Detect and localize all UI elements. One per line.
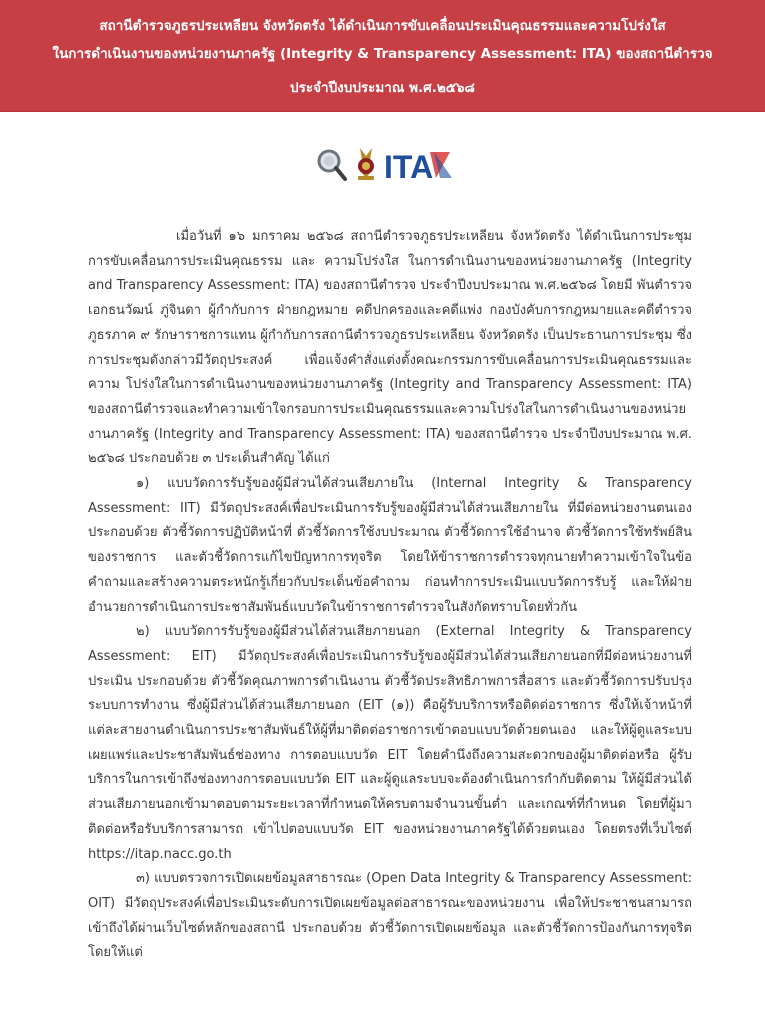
header-line-1: สถานีตำรวจภูธรประเหลียน จังหวัดตรัง ได้ดำเนินการขับเคลื่อนประเมินคุณธรรมและความโปร่งใส bbox=[99, 18, 666, 34]
magnifier-icon bbox=[319, 151, 345, 179]
header-line-2: ในการดำเนินงานของหน่วยงานภาครัฐ (Integrity & Transparency Assessment: ITA) ของสถานีตำรวจ bbox=[52, 46, 713, 62]
police-emblem-icon bbox=[358, 148, 374, 180]
ita-logo-text: ITA bbox=[384, 149, 434, 185]
ita-logo bbox=[384, 149, 452, 185]
paragraph-intro: เมื่อวันที่ ๑๖ มกราคม ๒๕๖๘ สถานีตำรวจภูธรประเหลียน จังหวัดตรัง ได้ดำเนินการประชุมการขับเคลื่อนการประเมินคุณธรรม และ ความโปร่งใส ในการดำเนินงานของหน่วยงานภาครัฐ (Integrity and Transparency Assessment: ITA) ของสถานีตำรวจ ประจำปีงบประมาณ พ.ศ.๒๕๖๘ โดยมี พันตำรวจเอกธนวัฒน์ ภู่จินดา ผู้กำกับการ ฝ่ายกฎหมาย คดีปกครองและคดีแพ่ง กองบังคับการกฎหมายและคดีตำรวจภูธรภาค ๙ รักษาราชการแทน ผู้กำกับการสถานีตำรวจภูธรประเหลียน จังหวัดตรัง เป็นประธานการประชุม ซึ่งการประชุมดังกล่าวมีวัตถุประสงค์ เพื่อแจ้งคำสั่งแต่งตั้งคณะกรรมการขับเคลื่อนการประเมินคุณธรรมและความ โปร่งใสในการดำเนินงานของหน่วยงานภาครัฐ (Integrity and Transparency Assessment: ITA) ของสถานีตำรวจและทำความเข้าใจกรอบการประเมินคุณธรรมและความโปร่งใสในการดำเนินงานของหน่วยงานภาครัฐ (Integrity and Transparency Assessment: ITA) ของสถานีตำรวจ ประจำปีงบประมาณ พ.ศ. ๒๕๖๘ ประกอบด้วย ๓ ประเด็นสำคัญ ได้แก่ bbox=[88, 229, 692, 467]
paragraph-eit: ๒) แบบวัดการรับรู้ของผู้มีส่วนได้ส่วนเสียภายนอก (External Integrity & Transparency Assessment: EIT) มีวัตถุประสงค์เพื่อประเมินการรับรู้ของผู้มีส่วนได้ส่วนเสียภายนอกที่มีต่อหน่วยงานที่ประเมิน ประกอบด้วย ตัวชี้วัดคุณภาพการดำเนินงาน ตัวชี้วัดประสิทธิภาพการสื่อสาร และตัวชี้วัดการปรับปรุงระบบการทำงาน ซึ่งผู้มีส่วนได้ส่วนเสียภายนอก (EIT (๑)) คือผู้รับบริการหรือติดต่อราชการ ซึ่งให้เจ้าหน้าที่แต่ละสายงานดำเนินการประชาสัมพันธ์ให้ผู้ที่มาติดต่อราชการเข้าตอบแบบวัดด้วยตนเอง และให้ผู้ดูแลระบบเผยแพร่และประชาสัมพันธ์ช่องทาง การตอบแบบวัด EIT โดยคำนึงถึงความสะดวกของผู้มาติดต่อหรือ ผู้รับบริการในการเข้าถึงช่องทางการตอบแบบวัด EIT และผู้ดูแลระบบจะต้องดำเนินการกำกับติดตาม ให้ผู้มีส่วนได้ส่วนเสียภายนอกเข้ามาตอบตามระยะเวลาที่กำหนดให้ครบตามจำนวนขั้นต่ำ และเกณฑ์ที่กำหนด โดยที่ผู้มาติดต่อหรือรับบริการสามารถ เข้าไปตอบแบบวัด EIT ของหน่วยงานภาครัฐได้ด้วยตนเอง โดยตรงที่เว็บไซต์ https://itap.nacc.go.th bbox=[88, 624, 692, 862]
announcement-header bbox=[0, 0, 765, 112]
paragraph-oit: ๓) แบบตรวจการเปิดเผยข้อมูลสาธารณะ (Open Data Integrity & Transparency Assessment: OIT) มีวัตถุประสงค์เพื่อประเมินระดับการเปิดเผยข้อมูลต่อสาธารณะของหน่วยงาน เพื่อให้ประชาชนสามารถเข้าถึงได้ผ่านเว็บไซต์หลักของสถานี ประกอบด้วย ตัวชี้วัดการเปิดเผยข้อมูล และตัวชี้วัดการป้องกันการทุจริต โดยให้แต่ bbox=[88, 871, 693, 961]
logo-graphic bbox=[312, 142, 454, 186]
paragraph-iit: ๑) แบบวัดการรับรู้ของผู้มีส่วนได้ส่วนเสียภายใน (Internal Integrity & Transparency Assessment: IIT) มีวัตถุประสงค์เพื่อประเมินการรับรู้ของผู้มีส่วนได้ส่วนเสียภายใน ที่มีต่อหน่วยงานตนเอง ประกอบด้วย ตัวชี้วัดการปฏิบัติหน้าที่ ตัวชี้วัดการใช้งบประมาณ ตัวชี้วัดการใช้อำนาจ ตัวชี้วัดการใช้ทรัพย์สินของราชการ และตัวชี้วัดการแก้ไขปัญหาการทุจริต โดยให้ข้าราชการตำรวจทุกนายทำความเข้าใจในข้อคำถามและสร้างความตระหนักรู้เกี่ยวกับประเด็นข้อคำถาม ก่อนทำการประเมินแบบวัดการรับรู้ และให้ฝ่ายอำนวยการดำเนินการประชาสัมพันธ์แบบวัดในข้าราชการตำรวจในสังกัดทราบโดยทั่วกัน bbox=[88, 476, 692, 615]
logo-group bbox=[312, 142, 454, 186]
article-body bbox=[88, 225, 692, 966]
header-line-3: ประจำปีงบประมาณ พ.ศ.๒๕๖๘ bbox=[290, 80, 475, 96]
